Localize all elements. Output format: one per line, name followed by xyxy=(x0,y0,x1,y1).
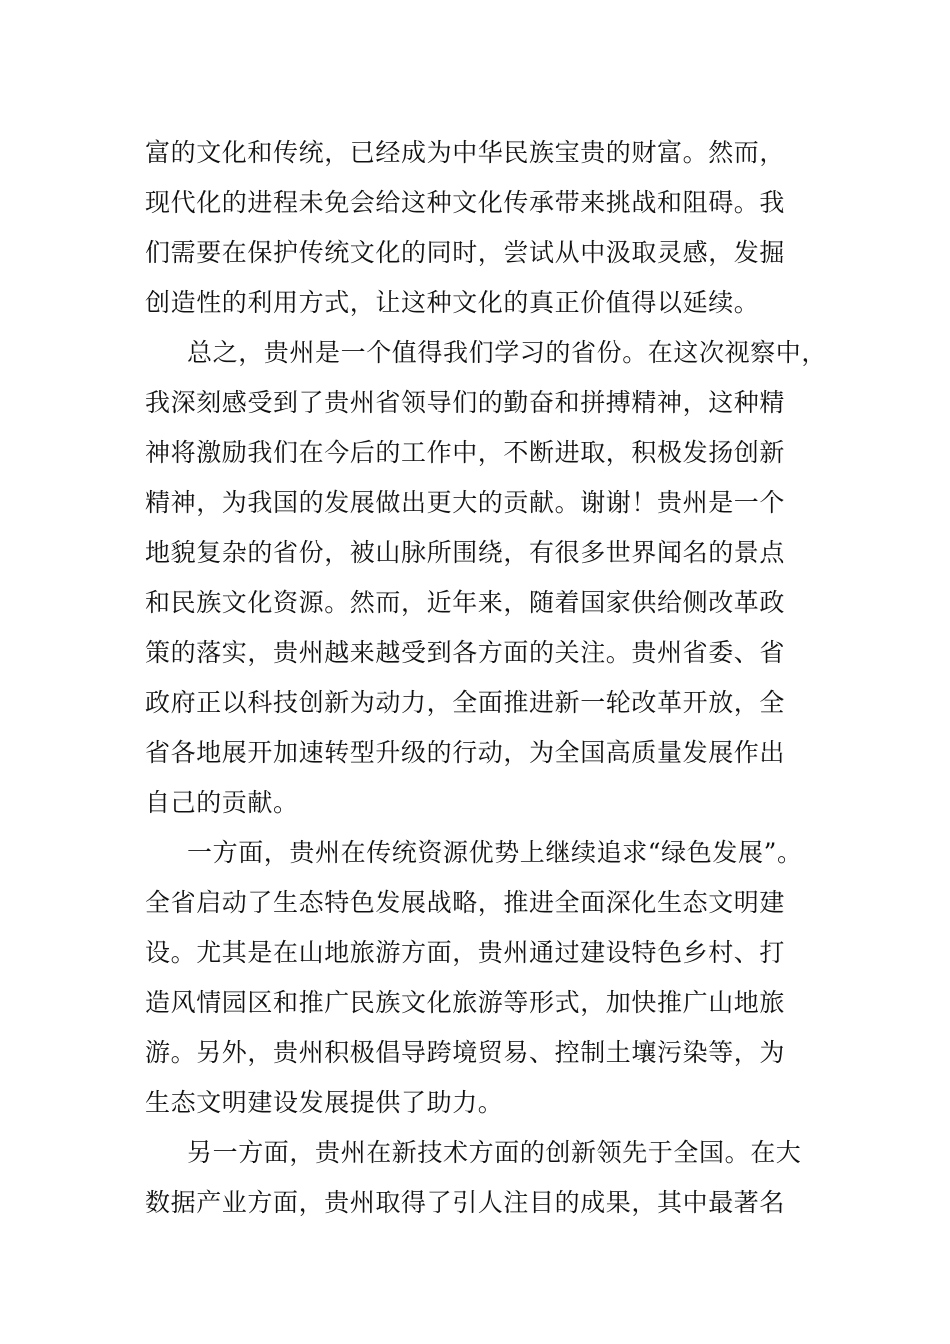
text-line: 政府正以科技创新为动力，全面推进新一轮改革开放，全 xyxy=(145,688,786,717)
text-line: 我深刻感受到了贵州省领导们的勤奋和拼搏精神，这种精 xyxy=(145,388,786,417)
text-line: 们需要在保护传统文化的同时，尝试从中汲取灵感，发掘 xyxy=(145,238,786,267)
text-line: 游。另外，贵州积极倡导跨境贸易、控制土壤污染等，为 xyxy=(145,1038,786,1067)
text-line: 全省启动了生态特色发展战略，推进全面深化生态文明建 xyxy=(145,888,786,917)
text-line: 富的文化和传统，已经成为中华民族宝贵的财富。然而， xyxy=(145,138,786,167)
paragraph-first-line: 一方面，贵州在传统资源优势上继续追求“绿色发展”。 xyxy=(187,838,803,867)
text-line: 造风情园区和推广民族文化旅游等形式，加快推广山地旅 xyxy=(145,988,786,1017)
text-line: 现代化的进程未免会给这种文化传承带来挑战和阻碍。我 xyxy=(145,188,786,217)
paragraph-first-line: 总之，贵州是一个值得我们学习的省份。在这次视察中， xyxy=(187,338,828,367)
text-line: 自己的贡献。 xyxy=(145,788,299,817)
document-body xyxy=(145,128,828,1228)
text-line: 策的落实，贵州越来越受到各方面的关注。贵州省委、省 xyxy=(145,638,786,667)
text-line: 设。尤其是在山地旅游方面，贵州通过建设特色乡村、打 xyxy=(145,938,786,967)
text-line: 精神，为我国的发展做出更大的贡献。谢谢！贵州是一个 xyxy=(145,488,786,517)
text-line: 神将激励我们在今后的工作中，不断进取，积极发扬创新 xyxy=(145,438,786,467)
text-line: 地貌复杂的省份，被山脉所围绕，有很多世界闻名的景点 xyxy=(145,538,786,567)
text-line: 创造性的利用方式，让这种文化的真正价值得以延续。 xyxy=(145,288,760,317)
text-line: 数据产业方面，贵州取得了引人注目的成果，其中最著名 xyxy=(145,1188,786,1217)
text-line: 省各地展开加速转型升级的行动，为全国高质量发展作出 xyxy=(145,738,786,767)
text-line: 和民族文化资源。然而，近年来，随着国家供给侧改革政 xyxy=(145,588,786,617)
paragraph-first-line: 另一方面，贵州在新技术方面的创新领先于全国。在大 xyxy=(187,1138,802,1167)
text-line: 生态文明建设发展提供了助力。 xyxy=(145,1088,504,1117)
